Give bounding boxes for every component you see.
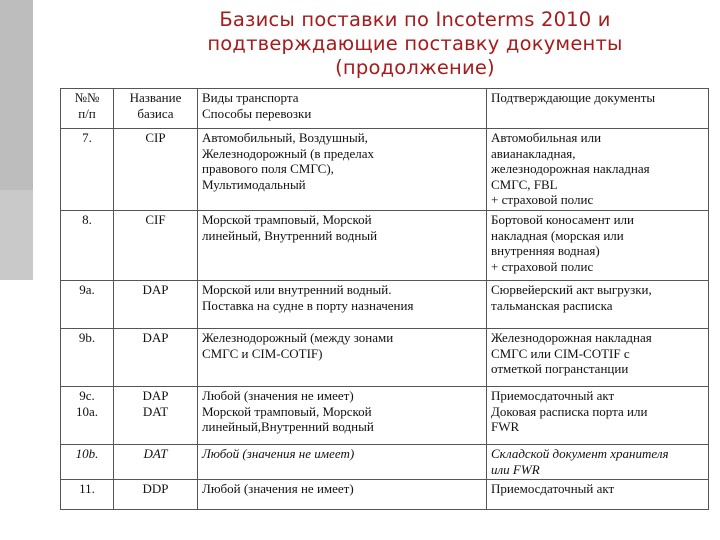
header-text: Подтверждающие документы — [491, 90, 656, 105]
cell-text: 7. — [82, 130, 92, 145]
cell-text: DAT — [143, 446, 168, 461]
cell-documents — [487, 129, 709, 211]
cell-text: 10b. — [75, 446, 99, 461]
table-row — [61, 445, 709, 480]
cell-text: Поставка на судне в порту назначения — [202, 297, 414, 313]
cell-number — [61, 387, 114, 445]
cell-text: Мультимодальный — [202, 176, 306, 192]
cell-text: 9a. — [79, 282, 95, 297]
cell-basis — [114, 387, 198, 445]
cell-text: Железнодорожная накладная — [491, 330, 652, 345]
cell-text: Морской трамповый, Морской — [202, 403, 372, 419]
cell-transport — [198, 445, 487, 480]
table-row — [61, 281, 709, 329]
cell-text: Сюрвейерский акт выгрузки, — [491, 282, 652, 297]
cell-documents — [487, 445, 709, 480]
cell-text: Приемосдаточный акт — [491, 481, 615, 496]
cell-transport — [198, 281, 487, 329]
title-line-2: подтверждающие поставку документы — [207, 32, 623, 55]
header-text: базиса — [137, 105, 174, 121]
table-row — [61, 129, 709, 211]
cell-text: Любой (значения не имеет) — [202, 481, 354, 496]
decorative-bar-bottom — [0, 190, 33, 280]
cell-text: Приемосдаточный акт — [491, 388, 615, 403]
header-text: Способы перевозки — [202, 105, 312, 121]
cell-text: СМГС и CIM-COTIF) — [202, 345, 323, 361]
cell-text: тальманская расписка — [491, 297, 613, 313]
cell-text: авианакладная, — [491, 145, 576, 161]
cell-text: накладная (морская или — [491, 227, 624, 243]
cell-basis — [114, 445, 198, 480]
cell-basis — [114, 211, 198, 281]
cell-text: СМГС, FBL — [491, 176, 558, 192]
cell-text: FWR — [491, 419, 520, 434]
title-line-3: (продолжение) — [335, 56, 495, 79]
cell-documents — [487, 211, 709, 281]
cell-text: Автомобильная или — [491, 130, 602, 145]
header-basis — [114, 89, 198, 129]
cell-text: внутренняя водная) — [491, 243, 600, 258]
cell-text: CIP — [145, 130, 166, 145]
cell-transport — [198, 129, 487, 211]
cell-text: Любой (значения не имеет) — [202, 388, 354, 403]
cell-text: CIF — [145, 212, 166, 227]
slide-title — [180, 8, 650, 80]
cell-documents — [487, 387, 709, 445]
cell-text: Морской трамповый, Морской — [202, 212, 372, 227]
cell-basis — [114, 129, 198, 211]
table-row — [61, 211, 709, 281]
cell-text: 10a. — [75, 403, 99, 419]
cell-documents — [487, 281, 709, 329]
cell-text: DAP — [142, 282, 169, 297]
cell-text: Железнодорожный (между зонами — [202, 330, 394, 345]
incoterms-table — [60, 88, 709, 510]
cell-text: Железнодорожный (в пределах — [202, 145, 374, 161]
table-row — [61, 480, 709, 510]
cell-number — [61, 281, 114, 329]
cell-text: Бортовой коносамент или — [491, 212, 634, 227]
cell-text: Складской документ хранителя — [491, 446, 669, 461]
cell-text: DAP — [142, 330, 169, 345]
header-text: Название — [129, 90, 182, 105]
cell-text: Автомобильный, Воздушный, — [202, 130, 368, 145]
cell-documents — [487, 480, 709, 510]
decorative-bar-top — [0, 0, 33, 190]
header-number — [61, 89, 114, 129]
table-row — [61, 387, 709, 445]
cell-text: линейный,Внутренний водный — [202, 419, 374, 434]
cell-transport — [198, 480, 487, 510]
cell-text: DAT — [142, 403, 169, 419]
cell-number — [61, 129, 114, 211]
cell-text: Морской или внутренний водный. — [202, 282, 392, 297]
cell-text: 9c. — [79, 388, 95, 403]
header-text: Виды транспорта — [202, 90, 299, 105]
cell-basis — [114, 480, 198, 510]
cell-number — [61, 329, 114, 387]
cell-number — [61, 480, 114, 510]
cell-transport — [198, 329, 487, 387]
title-line-1: Базисы поставки по Incoterms 2010 и — [219, 8, 611, 31]
cell-number — [61, 211, 114, 281]
header-text: №№ — [74, 90, 100, 105]
cell-number — [61, 445, 114, 480]
header-transport — [198, 89, 487, 129]
cell-documents — [487, 329, 709, 387]
cell-text: СМГС или CIM-COTIF с — [491, 345, 630, 361]
header-text: п/п — [78, 105, 96, 121]
cell-text: правового поля СМГС), — [202, 161, 334, 176]
cell-text: 11. — [79, 481, 95, 496]
cell-transport — [198, 387, 487, 445]
cell-text: DAP — [142, 388, 169, 403]
cell-basis — [114, 329, 198, 387]
table-header-row — [61, 89, 709, 129]
cell-basis — [114, 281, 198, 329]
cell-text: линейный, Внутренний водный — [202, 227, 378, 243]
cell-text: Доковая расписка порта или — [491, 403, 648, 419]
cell-text: железнодорожная накладная — [491, 161, 650, 176]
cell-text: DDP — [142, 481, 169, 496]
cell-text: + страховой полис — [491, 192, 594, 207]
cell-text: 9b. — [78, 330, 96, 345]
header-documents — [487, 89, 709, 129]
cell-text: Любой (значения не имеет) — [202, 446, 355, 461]
cell-text: 8. — [82, 212, 92, 227]
table-row — [61, 329, 709, 387]
cell-text: отметкой погранстанции — [491, 361, 629, 376]
cell-transport — [198, 211, 487, 281]
cell-text: + страховой полис — [491, 258, 594, 274]
cell-text: или FWR — [491, 461, 540, 477]
